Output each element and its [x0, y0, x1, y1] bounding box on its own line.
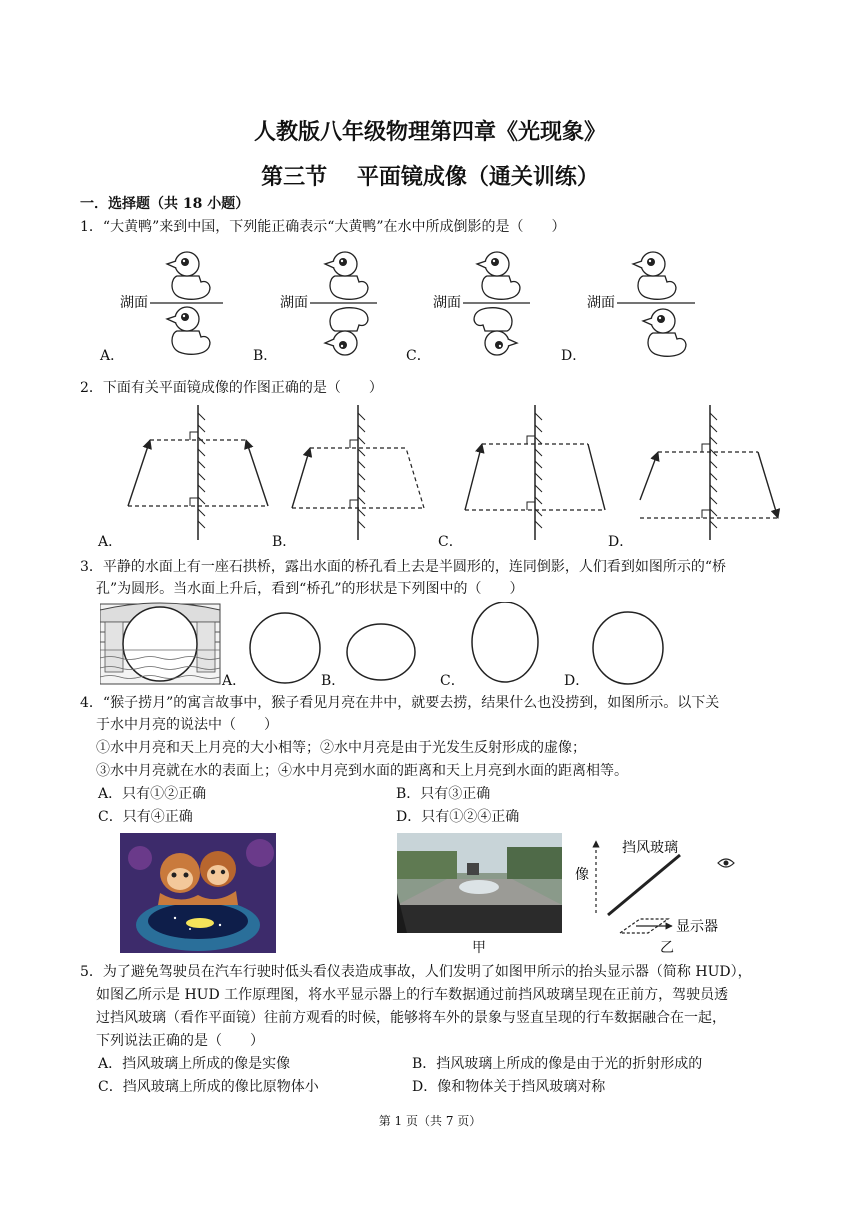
q3-option-c: C． [440, 673, 465, 689]
q3-line-1: 3．平静的水面上有一座石拱桥，露出水面的桥孔看上去是半圆形的，连同倒影，人们看到如图所示的“桥 [80, 559, 727, 575]
q1-figure-b [280, 252, 377, 355]
q3-option-b: B． [321, 673, 346, 689]
lake-label: 湖面 [433, 295, 461, 311]
q2-figure-d [640, 405, 778, 540]
q5-line-2: 如图乙所示是 HUD 工作原理图，将水平显示器上的行车数据通过前挡风玻璃呈现在正前方，驾驶员透 [96, 987, 729, 1003]
q3-bridge-picture [100, 603, 220, 684]
hud-diagram [570, 833, 770, 943]
q3-shape-a [250, 613, 320, 683]
q4-statements-2: ③水中月亮就在水的表面上；④水中月亮到水面的距离和天上月亮到水面的距离相等。 [96, 763, 628, 779]
lake-label: 湖面 [587, 295, 615, 311]
q4-option-a: A．只有①②正确 [98, 786, 207, 802]
lake-label: 湖面 [120, 295, 148, 311]
q1-stem: 1．“大黄鸭”来到中国，下列能正确表示“大黄鸭”在水中所成倒影的是（ ） [80, 219, 566, 235]
q1-option-b: B． [253, 348, 278, 364]
q2-figure-c [465, 405, 605, 540]
q2-option-c: C． [438, 534, 463, 550]
q3-option-a: A． [222, 673, 247, 689]
page-subtitle: 第三节 平面镜成像（通关训练） [261, 164, 599, 190]
q2-option-b: B． [272, 534, 297, 550]
q3-line-2: 孔”为圆形。当水面上升后，看到“桥孔”的形状是下列图中的（ ） [96, 581, 524, 597]
q4-line-1: 4．“猴子捞月”的寓言故事中，猴子看见月亮在井中，就要去捞，结果什么也没捞到，如图所示。以下关 [80, 695, 720, 711]
q2-figure-a [128, 405, 268, 540]
q4-statements-1: ①水中月亮和天上月亮的大小相等；②水中月亮是由于光发生反射形成的虚像； [96, 740, 586, 756]
q3-option-d: D． [564, 673, 590, 689]
hud-windshield-label: 挡风玻璃 [622, 840, 678, 856]
page-title: 人教版八年级物理第四章《光现象》 [253, 119, 606, 145]
q5-option-b: B．挡风玻璃上所成的像是由于光的折射形成的 [412, 1056, 703, 1072]
q5-line-4: 下列说法正确的是（ ） [96, 1033, 264, 1049]
q2-stem: 2．下面有关平面镜成像的作图正确的是（ ） [80, 380, 383, 396]
hud-photo [397, 833, 562, 933]
q3-shape-b [347, 624, 415, 680]
q4-option-c: C．只有④正确 [98, 809, 193, 825]
section-heading: 一．选择题（共 18 小题） [80, 196, 250, 212]
q3-shape-c [472, 602, 538, 682]
q1-figure-c [433, 252, 530, 355]
q5-option-c: C．挡风玻璃上所成的像比原物体小 [98, 1079, 319, 1095]
lake-label: 湖面 [280, 295, 308, 311]
hud-display-label: 显示器 [676, 919, 718, 935]
q4-line-2: 于水中月亮的说法中（ ） [96, 717, 278, 733]
q2-option-a: A． [98, 534, 123, 550]
q5-line-3: 过挡风玻璃（看作平面镜）往前方观看的时候，能够将车外的景象与竖直呈现的行车数据融合在一起， [96, 1010, 726, 1026]
q4-option-b: B．只有③正确 [396, 786, 491, 802]
q1-option-c: C． [406, 348, 431, 364]
q1-option-d: D． [561, 348, 587, 364]
hud-image-label: 像 [575, 867, 589, 883]
q5-option-d: D．像和物体关于挡风玻璃对称 [412, 1079, 606, 1095]
q4-option-d: D．只有①②④正确 [396, 809, 520, 825]
q3-shape-d [593, 612, 663, 684]
q1-figure-a [120, 252, 223, 354]
q2-figure-b [292, 405, 424, 540]
hud-label-yi: 乙 [660, 940, 674, 956]
q1-option-a: A． [100, 348, 125, 364]
q2-option-d: D． [608, 534, 634, 550]
monkey-well-illustration [120, 833, 276, 953]
q1-figures [95, 245, 715, 370]
q1-figure-d [587, 252, 695, 356]
q5-option-a: A．挡风玻璃上所成的像是实像 [98, 1056, 291, 1072]
page-footer: 第 1 页（共 7 页） [378, 1114, 482, 1128]
hud-label-jia: 甲 [472, 940, 486, 956]
q5-line-1: 5．为了避免驾驶员在汽车行驶时低头看仪表造成事故，人们发明了如图甲所示的抬头显示器（简称 HUD）， [80, 964, 752, 980]
q2-figures [110, 400, 790, 540]
